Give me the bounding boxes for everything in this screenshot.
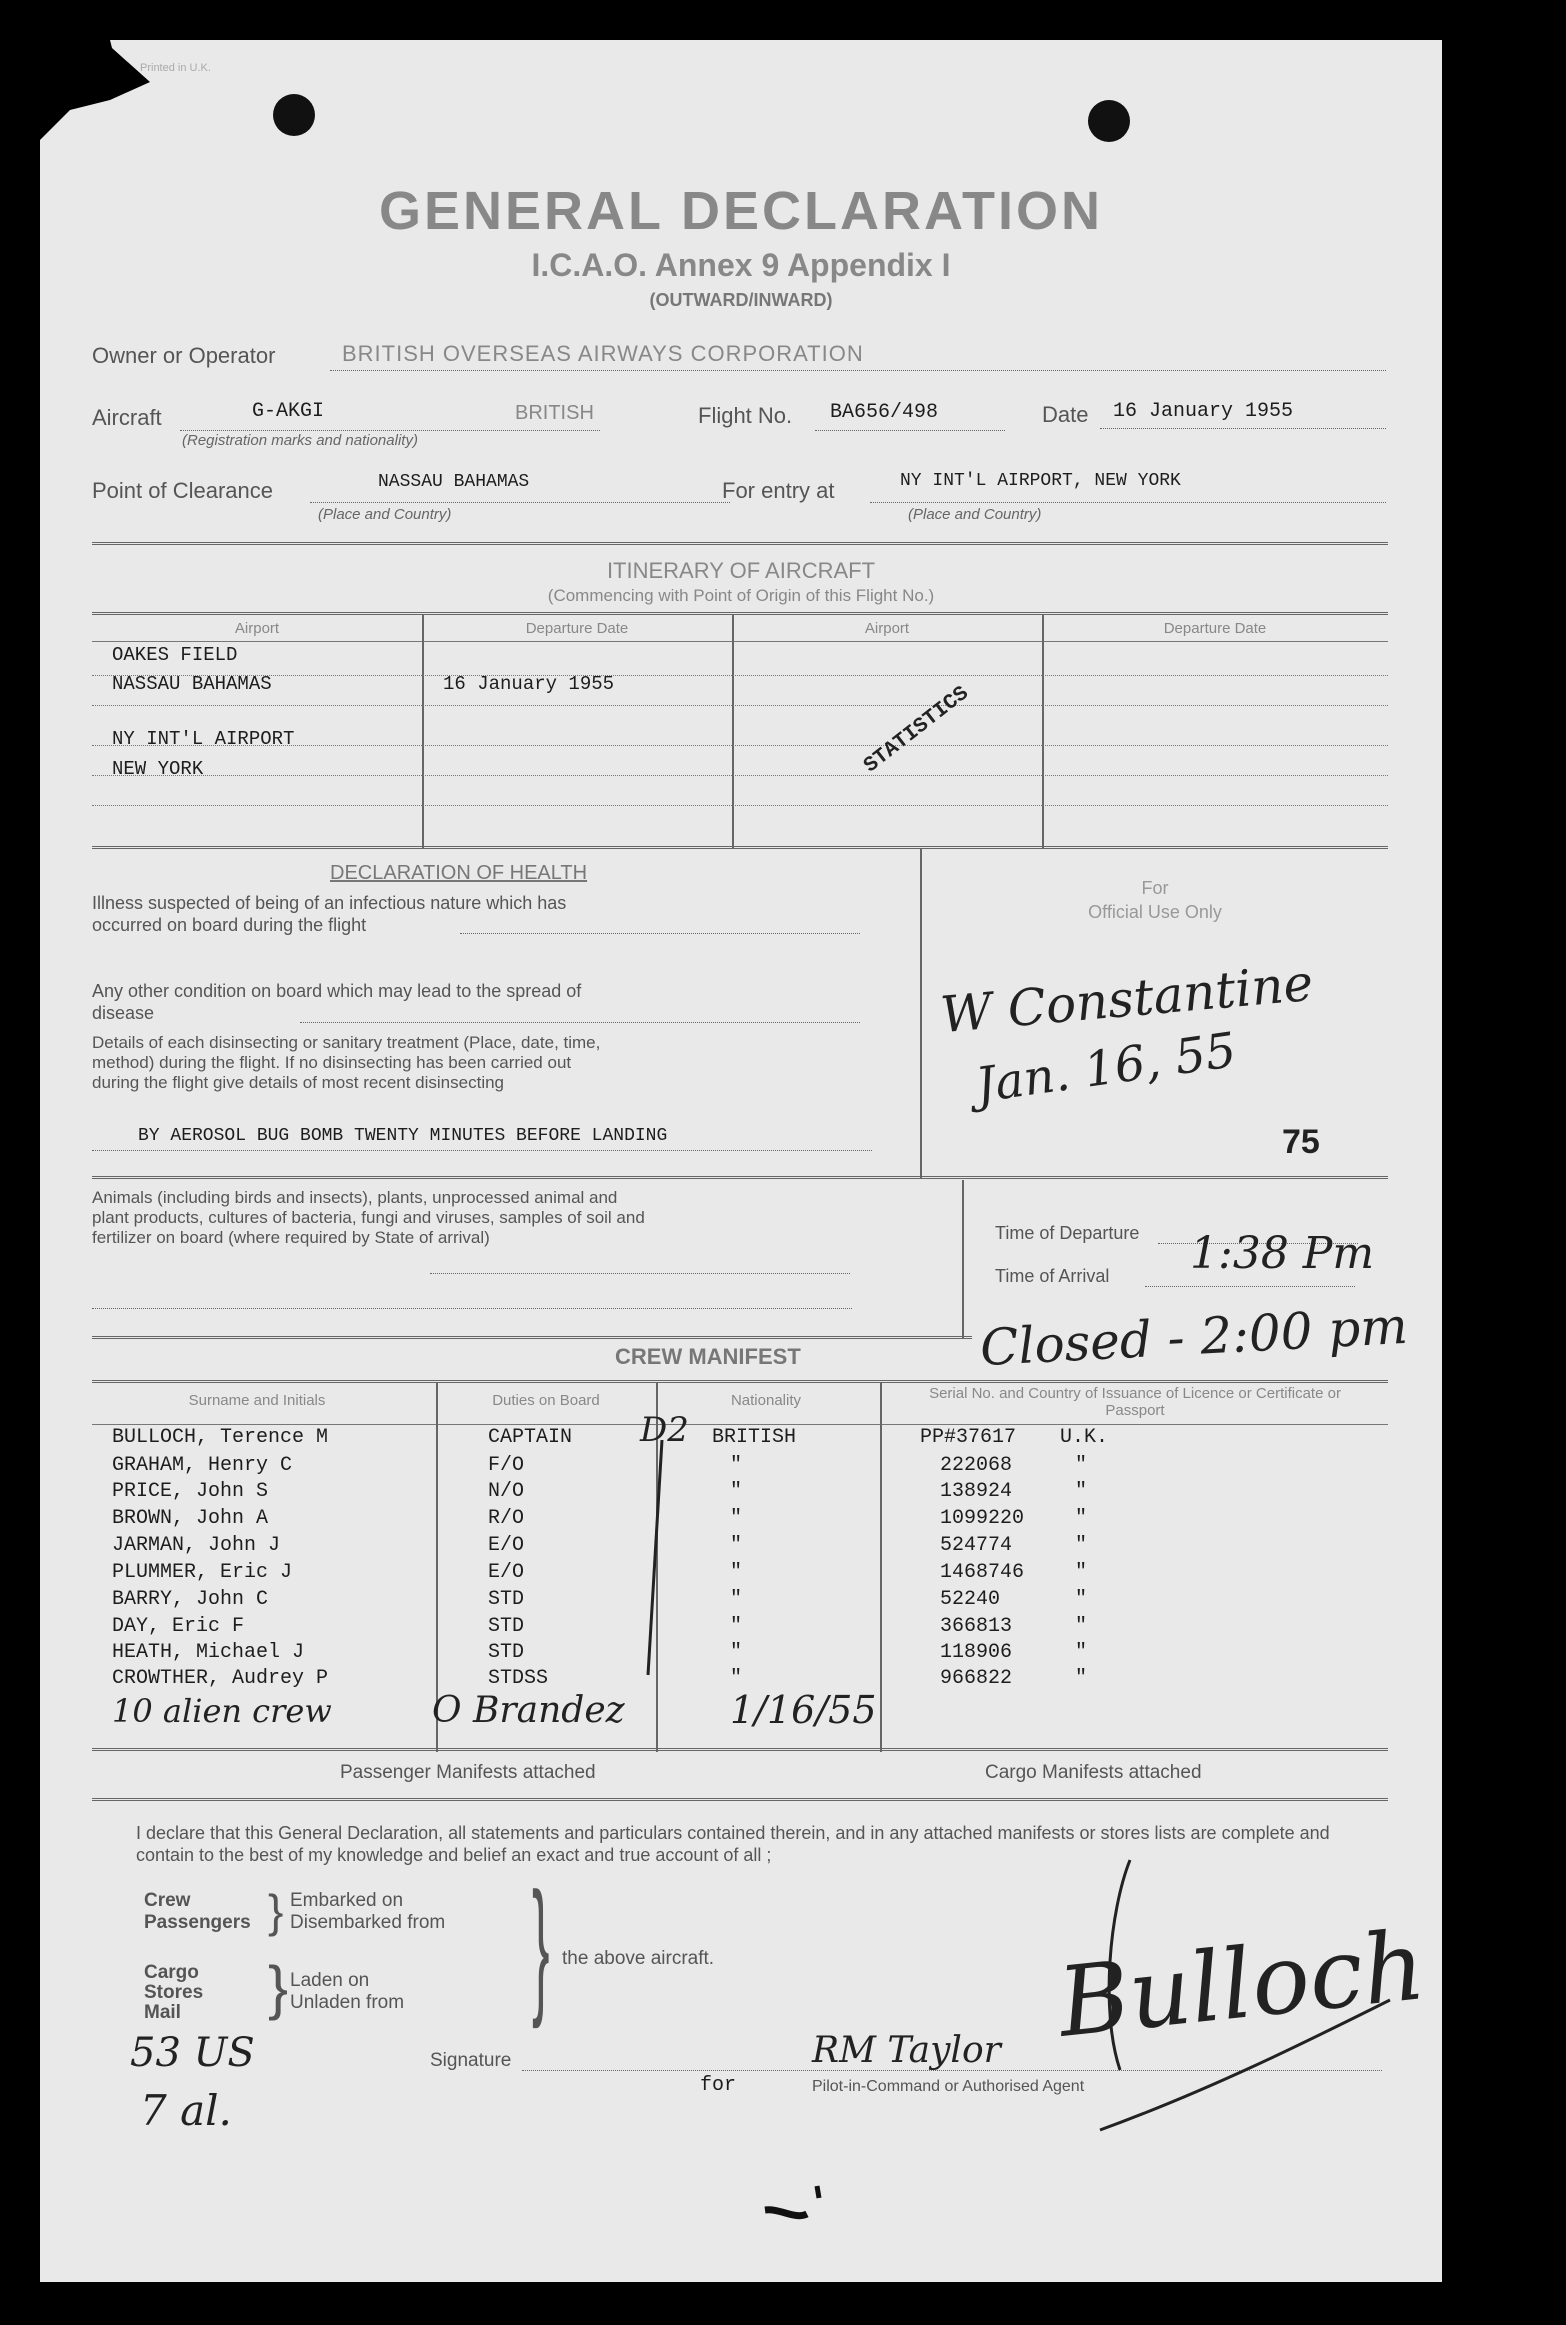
crew-country: " — [1075, 1667, 1088, 1690]
aircraft-nationality: BRITISH — [515, 402, 594, 424]
crew-duty: R/O — [488, 1507, 525, 1530]
itinerary-subtitle: (Commencing with Point of Origin of this Flight No.) — [547, 586, 935, 605]
passenger-manifests: Passenger Manifests attached — [340, 1762, 596, 1783]
crew-header-name: Surname and Initials — [188, 1392, 326, 1409]
clearance-line — [310, 502, 730, 503]
crew-nationality: " — [730, 1561, 743, 1584]
declaration-text: I declare that this General Declaration, all statements and particulars contained therein, and in any attached manifests or stores lists are complete and contain to the best of my knowledge and belief an exact and true account of all ; — [136, 1823, 1330, 1865]
entry-caption: (Place and Country) — [908, 506, 1042, 523]
crew-duty: F/O — [488, 1454, 525, 1477]
signature-caption: Pilot-in-Command or Authorised Agent — [812, 2078, 1085, 2095]
crew-country: " — [1075, 1561, 1088, 1584]
printer-note: Printed in U.K. — [140, 62, 211, 74]
crew-name: DAY, Eric F — [112, 1615, 245, 1638]
health-title: DECLARATION OF HEALTH — [330, 862, 588, 884]
crew-title: CREW MANIFEST — [615, 1344, 801, 1369]
crew-nationality: " — [730, 1507, 743, 1530]
aircraft-line — [180, 430, 600, 431]
crew-serial: 52240 — [940, 1588, 1001, 1611]
departure-time-label: Time of Departure — [995, 1223, 1140, 1243]
crew-duty: E/O — [488, 1561, 525, 1584]
times-divider — [962, 1180, 964, 1338]
hand-count-1: 53 US — [130, 2030, 255, 2076]
crew-serial: PP#37617 — [920, 1426, 1017, 1449]
signature-label: Signature — [430, 2050, 512, 2071]
flight-number: BA656/498 — [830, 401, 939, 424]
rule-health-top — [92, 846, 1388, 849]
crew-country: " — [1075, 1588, 1088, 1611]
crew-hand-signer: O Brandez — [432, 1690, 625, 1731]
aircraft-label: Aircraft — [92, 405, 162, 430]
itinerary-header-date-2: Departure Date — [1163, 620, 1267, 637]
crew-nationality: BRITISH — [712, 1426, 797, 1449]
embark-cargo: Cargo — [144, 1962, 199, 1983]
health-q4: Animals (including birds and insects), plants, unprocessed animal and plant products, cultures of bacteria, fungi and viruses, samples of soil and fertilizer on board (where required by State of arrival) — [92, 1188, 645, 1247]
crew-country: " — [1075, 1507, 1088, 1530]
hand-count-2: 7 al. — [140, 2086, 232, 2135]
owner-line — [330, 370, 1386, 371]
cargo-manifests: Cargo Manifests attached — [985, 1762, 1202, 1783]
crew-nationality: " — [730, 1588, 743, 1611]
clearance-caption: (Place and Country) — [318, 506, 452, 523]
entry-line — [870, 502, 1386, 503]
rule-manifests-top — [92, 1748, 1388, 1751]
embark-crew: Crew — [144, 1890, 191, 1911]
crew-serial: 1099220 — [940, 1507, 1025, 1530]
rule-crew-header — [92, 1380, 1388, 1383]
crew-country: " — [1075, 1454, 1088, 1477]
health-q1: Illness suspected of being of an infectious nature which has occurred on board during the flight — [92, 893, 567, 935]
crew-duty: N/O — [488, 1480, 525, 1503]
embark-disembarked: Disembarked from — [290, 1912, 446, 1933]
clearance-label: Point of Clearance — [92, 478, 273, 503]
itinerary-row-line — [92, 675, 1388, 676]
owner-label: Owner or Operator — [92, 343, 276, 368]
health-q3: Details of each disinsecting or sanitary treatment (Place, date, time, method) during the flight. If no disinsecting has been carried out during the flight give details of most recent disinsecting — [92, 1033, 601, 1092]
itinerary-header-airport-1: Airport — [234, 620, 280, 637]
itinerary-row-line — [92, 705, 1388, 706]
clearance-value: NASSAU BAHAMAS — [378, 472, 530, 492]
rule-crew-top — [92, 1336, 972, 1339]
embark-above: the above aircraft. — [562, 1948, 715, 1969]
itinerary-header-line — [92, 641, 1388, 642]
signature-flourish — [1090, 1840, 1410, 2140]
official-signature: W Constantine — [938, 953, 1316, 1045]
embark-mail: Mail — [144, 2002, 181, 2023]
health-q4-line — [430, 1273, 850, 1274]
itinerary-airport: NEW YORK — [112, 758, 204, 780]
crew-serial: 366813 — [940, 1615, 1013, 1638]
official-number: 75 — [1282, 1123, 1320, 1161]
crew-header-serial: Serial No. and Country of Issuance of Licence or Certificate or Passport — [929, 1385, 1341, 1419]
crew-name: CROWTHER, Audrey P — [112, 1667, 329, 1690]
crew-header-line — [92, 1424, 1388, 1425]
signature-for: for — [700, 2074, 737, 2097]
owner-value: BRITISH OVERSEAS AIRWAYS CORPORATION — [342, 341, 864, 366]
crew-duty: STD — [488, 1615, 525, 1638]
punch-hole-right — [1088, 100, 1130, 142]
brace-1: } — [268, 1885, 284, 1937]
health-q4-line-2 — [92, 1308, 852, 1309]
crew-nationality: " — [730, 1454, 743, 1477]
crew-hand-date: 1/16/55 — [730, 1688, 877, 1732]
rule-animals-top — [92, 1176, 1388, 1179]
flight-label: Flight No. — [698, 403, 793, 428]
crew-country: U.K. — [1060, 1426, 1109, 1449]
crew-serial: 1468746 — [940, 1561, 1025, 1584]
closed-note: Closed - 2:00 pm — [978, 1296, 1410, 1378]
flight-date: 16 January 1955 — [1113, 400, 1294, 423]
official-for: For — [1141, 878, 1169, 898]
rule-itinerary-top — [92, 542, 1388, 545]
embark-stores: Stores — [144, 1982, 204, 2003]
health-answer-line — [92, 1150, 872, 1151]
health-q2: Any other condition on board which may lead to the spread of disease — [92, 981, 582, 1023]
crew-country: " — [1075, 1480, 1088, 1503]
crew-header-duty: Duties on Board — [492, 1392, 600, 1409]
aircraft-caption: (Registration marks and nationality) — [182, 432, 418, 449]
crew-serial: 118906 — [940, 1641, 1013, 1664]
crew-ditto-stroke — [640, 1440, 670, 1680]
form-direction: (OUTWARD/INWARD) — [649, 290, 833, 310]
crew-nationality: " — [730, 1615, 743, 1638]
itinerary-col-1 — [422, 614, 424, 848]
flight-line — [815, 430, 1005, 431]
embark-laden: Laden on — [290, 1970, 370, 1991]
torn-corner — [0, 0, 160, 160]
crew-duty: E/O — [488, 1534, 525, 1557]
crew-name: BARRY, John C — [112, 1588, 269, 1611]
itinerary-date: 16 January 1955 — [443, 673, 615, 695]
captain-signature: Bulloch — [1053, 1909, 1431, 2059]
itinerary-header-airport-2: Airport — [864, 620, 910, 637]
itinerary-airport: NASSAU BAHAMAS — [112, 673, 272, 695]
crew-name: GRAHAM, Henry C — [112, 1454, 293, 1477]
rule-itinerary-header — [92, 612, 1388, 615]
punch-hole-left — [273, 94, 315, 136]
arrival-time-line — [1145, 1286, 1355, 1287]
brace-2: } — [268, 1954, 289, 2021]
crew-nationality: " — [730, 1480, 743, 1503]
embark-passengers: Passengers — [144, 1912, 251, 1933]
crew-serial: 966822 — [940, 1667, 1013, 1690]
crew-nationality: " — [730, 1641, 743, 1664]
crew-country: " — [1075, 1641, 1088, 1664]
itinerary-col-2 — [732, 614, 734, 848]
entry-label: For entry at — [722, 478, 835, 503]
form-subtitle: I.C.A.O. Annex 9 Appendix I — [531, 247, 951, 283]
statistics-stamp: STATISTICS — [860, 682, 974, 779]
crew-name: JARMAN, John J — [112, 1534, 281, 1557]
crew-serial: 138924 — [940, 1480, 1013, 1503]
arrival-time-label: Time of Arrival — [995, 1266, 1110, 1286]
crew-col-3 — [880, 1382, 882, 1752]
declaration-form — [40, 40, 1442, 2282]
crew-duty: CAPTAIN — [488, 1426, 573, 1449]
embark-embarked: Embarked on — [290, 1890, 404, 1911]
itinerary-row-line — [92, 775, 1388, 776]
crew-name: PLUMMER, Eric J — [112, 1561, 293, 1584]
aircraft-registration: G-AKGI — [252, 400, 325, 423]
embark-unladen: Unladen from — [290, 1992, 405, 2013]
crew-name: HEATH, Michael J — [112, 1641, 305, 1664]
itinerary-title: ITINERARY OF AIRCRAFT — [606, 558, 876, 583]
form-title: GENERAL DECLARATION — [378, 181, 1103, 241]
arrival-time-value: 1:38 Pm — [1190, 1228, 1375, 1279]
health-q1-line — [460, 933, 860, 934]
crew-duty: STD — [488, 1588, 525, 1611]
itinerary-row-line — [92, 805, 1388, 806]
health-answer: BY AEROSOL BUG BOMB TWENTY MINUTES BEFORE LANDING — [138, 1126, 668, 1146]
brace-big: } — [532, 1861, 550, 2029]
itinerary-airport: NY INT'L AIRPORT — [112, 728, 295, 750]
itinerary-header-date-1: Departure Date — [525, 620, 629, 637]
entry-value: NY INT'L AIRPORT, NEW YORK — [900, 471, 1181, 491]
crew-nationality: " — [730, 1667, 743, 1690]
rule-declaration-top — [92, 1798, 1388, 1801]
date-label: Date — [1042, 402, 1089, 427]
health-q2-line — [300, 1022, 860, 1023]
date-line — [1100, 428, 1386, 429]
crew-duty: STDSS — [488, 1667, 549, 1690]
official-date: Jan. 16, 55 — [972, 1022, 1240, 1114]
crew-serial: 524774 — [940, 1534, 1013, 1557]
crew-duty: STD — [488, 1641, 525, 1664]
crew-country: " — [1075, 1534, 1088, 1557]
crew-name: BROWN, John A — [112, 1507, 269, 1530]
crew-header-nationality: Nationality — [730, 1392, 802, 1409]
crew-country: " — [1075, 1615, 1088, 1638]
crew-serial: 222068 — [940, 1454, 1013, 1477]
ink-mark — [755, 2180, 835, 2240]
agent-signature: RM Taylor — [812, 2030, 1001, 2071]
itinerary-airport: OAKES FIELD — [112, 644, 238, 666]
crew-name: BULLOCH, Terence M — [112, 1426, 329, 1449]
itinerary-col-3 — [1042, 614, 1044, 848]
crew-name: PRICE, John S — [112, 1480, 269, 1503]
crew-hand-note: 10 alien crew — [112, 1692, 332, 1730]
crew-nationality: " — [730, 1534, 743, 1557]
crew-initials: D2 — [640, 1410, 689, 1450]
official-label: Official Use Only — [1088, 902, 1222, 922]
